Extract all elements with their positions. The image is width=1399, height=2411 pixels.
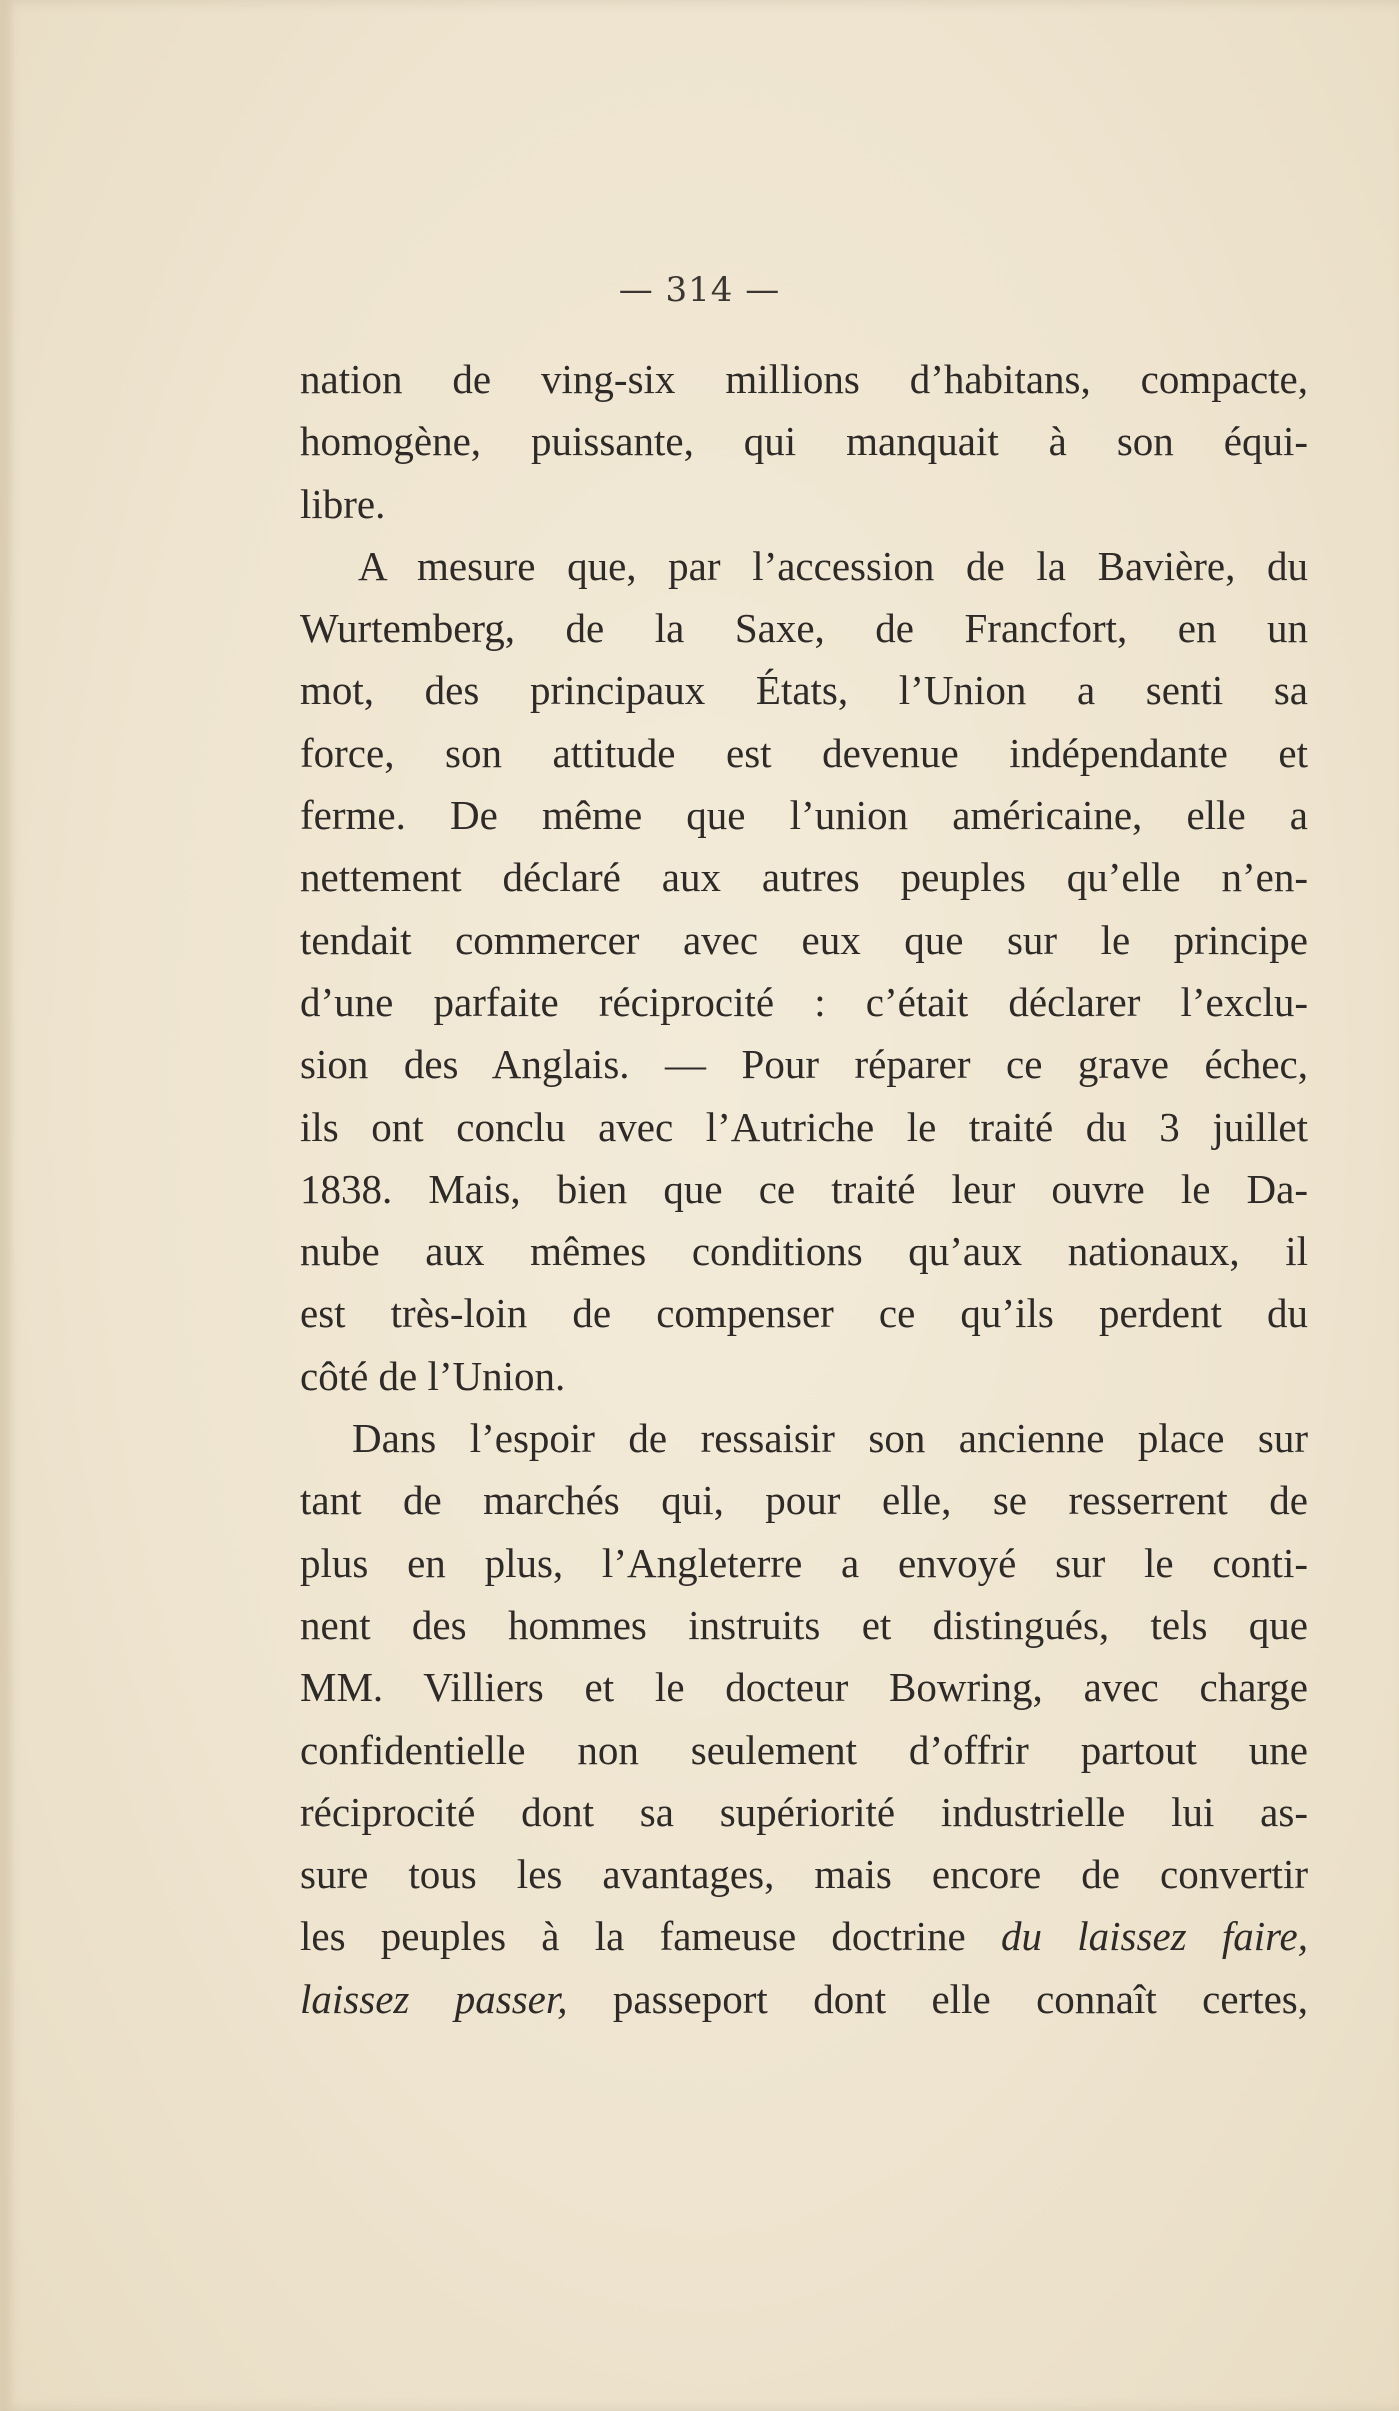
text-line: réciprocité dont sa supériorité industrielle lui as- [300, 1788, 1308, 1835]
italic-phrase: laissez passer, [300, 1975, 568, 2022]
text-line: nation de ving-six millions d’habitans, compacte, [300, 356, 1308, 402]
text-line-mixed [300, 1968, 1308, 2030]
text-line: sion des Anglais. — Pour réparer ce grave échec, [300, 1041, 1308, 1088]
text-line: force, son attitude est devenue indépendante et [300, 729, 1308, 776]
text-line: plus en plus, l’Angleterre a envoyé sur le conti- [300, 1539, 1308, 1586]
text-line: Dans l’espoir de ressaisir son ancienne place sur [352, 1415, 1308, 1462]
text-line: libre. [300, 480, 386, 527]
text-line: sure tous les avantages, mais encore de convertir [300, 1851, 1308, 1898]
page-number: — 314 — [618, 270, 781, 310]
text-segment: passeport dont elle connaît certes, [567, 1975, 1308, 2022]
text-line: homogène, puissante, qui manquait à son équi- [300, 418, 1308, 465]
body-text [300, 348, 1308, 2030]
text-line: confidentielle non seulement d’offrir partout une [300, 1726, 1308, 1773]
text-line: tendait commercer avec eux que sur le principe [300, 916, 1308, 963]
text-line: A mesure que, par l’accession de la Bavière, du [358, 542, 1308, 589]
text-line: nent des hommes instruits et distingués, tels que [300, 1601, 1308, 1648]
text-line: 1838. Mais, bien que ce traité leur ouvre le Da- [300, 1165, 1308, 1212]
italic-phrase: du laissez faire, [1001, 1913, 1309, 1960]
text-line: MM. Villiers et le docteur Bowring, avec charge [300, 1664, 1308, 1711]
page-binding-shadow [0, 0, 14, 2411]
text-line: nube aux mêmes conditions qu’aux nationaux, il [300, 1228, 1308, 1275]
text-line-mixed [300, 1905, 1308, 1967]
text-line: Wurtemberg, de la Saxe, de Francfort, en un [300, 605, 1308, 652]
text-line: tant de marchés qui, pour elle, se resserrent de [300, 1477, 1308, 1524]
text-line: ils ont conclu avec l’Autriche le traité du 3 juillet [300, 1103, 1308, 1150]
text-segment: les peuples à la fameuse doctrine [300, 1913, 1001, 1960]
text-line: d’une parfaite réciprocité : c’était déclarer l’exclu- [300, 978, 1308, 1025]
text-line: nettement déclaré aux autres peuples qu’elle n’en- [300, 854, 1308, 901]
text-line: côté de l’Union. [300, 1352, 566, 1399]
text-line: est très-loin de compenser ce qu’ils perdent du [300, 1290, 1308, 1337]
text-line: ferme. De même que l’union américaine, elle a [300, 792, 1308, 839]
text-line: mot, des principaux États, l’Union a senti sa [300, 667, 1308, 714]
